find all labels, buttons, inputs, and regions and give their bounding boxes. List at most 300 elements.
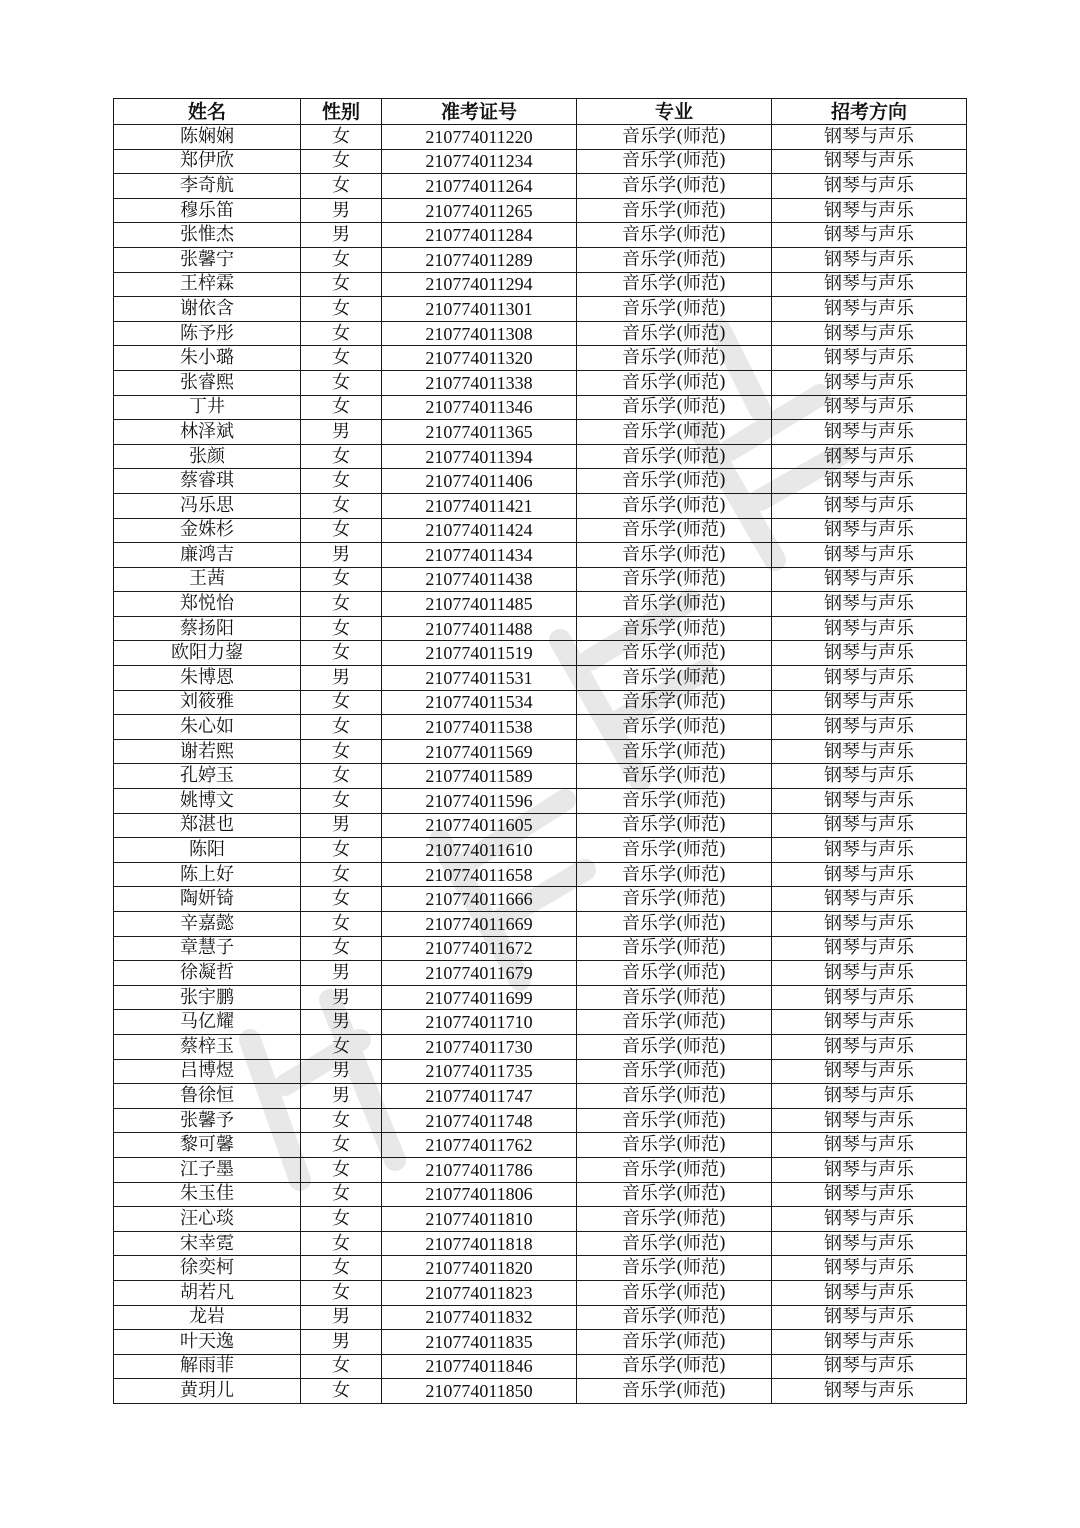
table-row [114,789,967,814]
table-row [114,370,967,395]
cell-major: 音乐学(师范) [577,936,772,961]
cell-gender: 女 [301,789,382,814]
cell-major: 音乐学(师范) [577,838,772,863]
table-row [114,395,967,420]
cell-gender: 女 [301,174,382,199]
cell-major: 音乐学(师范) [577,149,772,174]
cell-gender: 女 [301,125,382,150]
cell-name: 王茜 [114,567,301,592]
cell-gender: 女 [301,1354,382,1379]
cell-name: 王梓霖 [114,272,301,297]
table-row [114,1182,967,1207]
table-row [114,1354,967,1379]
table-row [114,739,967,764]
cell-name: 林泽斌 [114,420,301,445]
cell-exam-number: 210774011846 [382,1354,577,1379]
cell-gender: 男 [301,1305,382,1330]
cell-major: 音乐学(师范) [577,985,772,1010]
cell-direction: 钢琴与声乐 [772,321,967,346]
cell-direction: 钢琴与声乐 [772,420,967,445]
cell-gender: 女 [301,764,382,789]
cell-exam-number: 210774011666 [382,887,577,912]
table-row [114,1157,967,1182]
cell-name: 解雨菲 [114,1354,301,1379]
cell-name: 马亿耀 [114,1010,301,1035]
cell-name: 姚博文 [114,789,301,814]
cell-exam-number: 210774011610 [382,838,577,863]
cell-direction: 钢琴与声乐 [772,961,967,986]
cell-name: 张宇鹏 [114,985,301,1010]
cell-direction: 钢琴与声乐 [772,346,967,371]
cell-direction: 钢琴与声乐 [772,592,967,617]
cell-major: 音乐学(师范) [577,961,772,986]
cell-direction: 钢琴与声乐 [772,1231,967,1256]
cell-exam-number: 210774011786 [382,1157,577,1182]
cell-exam-number: 210774011406 [382,469,577,494]
table-row [114,174,967,199]
cell-direction: 钢琴与声乐 [772,247,967,272]
cell-gender: 男 [301,543,382,568]
cell-major: 音乐学(师范) [577,666,772,691]
cell-major: 音乐学(师范) [577,1231,772,1256]
cell-name: 穆乐笛 [114,198,301,223]
cell-direction: 钢琴与声乐 [772,1157,967,1182]
cell-gender: 女 [301,1157,382,1182]
cell-major: 音乐学(师范) [577,297,772,322]
cell-exam-number: 210774011485 [382,592,577,617]
cell-major: 音乐学(师范) [577,1207,772,1232]
cell-gender: 女 [301,862,382,887]
cell-major: 音乐学(师范) [577,1379,772,1404]
cell-name: 朱小璐 [114,346,301,371]
cell-major: 音乐学(师范) [577,518,772,543]
cell-major: 音乐学(师范) [577,370,772,395]
cell-major: 音乐学(师范) [577,247,772,272]
cell-major: 音乐学(师范) [577,1010,772,1035]
cell-direction: 钢琴与声乐 [772,1256,967,1281]
table-row [114,1059,967,1084]
cell-gender: 女 [301,1379,382,1404]
cell-gender: 女 [301,518,382,543]
cell-exam-number: 210774011699 [382,985,577,1010]
cell-exam-number: 210774011672 [382,936,577,961]
cell-exam-number: 210774011265 [382,198,577,223]
cell-exam-number: 210774011589 [382,764,577,789]
table-row [114,936,967,961]
cell-exam-number: 210774011806 [382,1182,577,1207]
header-direction: 招考方向 [772,99,967,125]
cell-major: 音乐学(师范) [577,616,772,641]
table-row [114,346,967,371]
cell-gender: 女 [301,444,382,469]
cell-major: 音乐学(师范) [577,1305,772,1330]
cell-exam-number: 210774011531 [382,666,577,691]
cell-exam-number: 210774011294 [382,272,577,297]
table-row [114,1034,967,1059]
cell-name: 陈娴娴 [114,125,301,150]
cell-gender: 女 [301,346,382,371]
cell-name: 蔡扬阳 [114,616,301,641]
table-row [114,1133,967,1158]
cell-direction: 钢琴与声乐 [772,985,967,1010]
cell-name: 刘筱雅 [114,690,301,715]
table-row [114,149,967,174]
cell-direction: 钢琴与声乐 [772,1182,967,1207]
cell-direction: 钢琴与声乐 [772,1305,967,1330]
cell-direction: 钢琴与声乐 [772,1354,967,1379]
cell-gender: 女 [301,395,382,420]
cell-name: 谢依含 [114,297,301,322]
table-row [114,567,967,592]
cell-direction: 钢琴与声乐 [772,149,967,174]
table-row [114,469,967,494]
table-row [114,1256,967,1281]
cell-major: 音乐学(师范) [577,198,772,223]
table-row [114,912,967,937]
cell-name: 黄玥儿 [114,1379,301,1404]
cell-exam-number: 210774011669 [382,912,577,937]
cell-direction: 钢琴与声乐 [772,1330,967,1355]
table-row [114,297,967,322]
cell-direction: 钢琴与声乐 [772,370,967,395]
cell-gender: 女 [301,1133,382,1158]
cell-gender: 女 [301,272,382,297]
table-row [114,838,967,863]
cell-exam-number: 210774011823 [382,1280,577,1305]
cell-exam-number: 210774011534 [382,690,577,715]
cell-major: 音乐学(师范) [577,346,772,371]
cell-direction: 钢琴与声乐 [772,567,967,592]
cell-direction: 钢琴与声乐 [772,789,967,814]
cell-gender: 女 [301,1207,382,1232]
cell-gender: 女 [301,1034,382,1059]
cell-direction: 钢琴与声乐 [772,493,967,518]
cell-direction: 钢琴与声乐 [772,1207,967,1232]
cell-direction: 钢琴与声乐 [772,912,967,937]
table-row [114,493,967,518]
cell-direction: 钢琴与声乐 [772,813,967,838]
cell-name: 叶天逸 [114,1330,301,1355]
cell-major: 音乐学(师范) [577,125,772,150]
cell-exam-number: 210774011365 [382,420,577,445]
cell-direction: 钢琴与声乐 [772,641,967,666]
cell-major: 音乐学(师范) [577,395,772,420]
cell-direction: 钢琴与声乐 [772,1059,967,1084]
cell-direction: 钢琴与声乐 [772,543,967,568]
cell-name: 张睿熙 [114,370,301,395]
cell-major: 音乐学(师范) [577,862,772,887]
cell-gender: 男 [301,985,382,1010]
cell-gender: 男 [301,198,382,223]
cell-exam-number: 210774011710 [382,1010,577,1035]
cell-gender: 女 [301,690,382,715]
table-row [114,125,967,150]
cell-gender: 男 [301,961,382,986]
table-row [114,616,967,641]
cell-exam-number: 210774011538 [382,715,577,740]
cell-major: 音乐学(师范) [577,715,772,740]
cell-name: 孔婷玉 [114,764,301,789]
table-row [114,1305,967,1330]
table-row [114,887,967,912]
cell-exam-number: 210774011438 [382,567,577,592]
header-gender: 性别 [301,99,382,125]
cell-direction: 钢琴与声乐 [772,395,967,420]
cell-direction: 钢琴与声乐 [772,1108,967,1133]
cell-major: 音乐学(师范) [577,912,772,937]
cell-exam-number: 210774011762 [382,1133,577,1158]
cell-name: 陈阳 [114,838,301,863]
cell-name: 徐凝哲 [114,961,301,986]
table-row [114,1084,967,1109]
cell-exam-number: 210774011850 [382,1379,577,1404]
cell-name: 江子墨 [114,1157,301,1182]
cell-major: 音乐学(师范) [577,641,772,666]
cell-gender: 女 [301,936,382,961]
cell-name: 冯乐思 [114,493,301,518]
cell-exam-number: 210774011820 [382,1256,577,1281]
cell-exam-number: 210774011735 [382,1059,577,1084]
cell-major: 音乐学(师范) [577,1354,772,1379]
cell-name: 汪心琰 [114,1207,301,1232]
cell-direction: 钢琴与声乐 [772,666,967,691]
table-row [114,1280,967,1305]
cell-name: 朱心如 [114,715,301,740]
table-row [114,813,967,838]
cell-exam-number: 210774011346 [382,395,577,420]
cell-direction: 钢琴与声乐 [772,469,967,494]
cell-exam-number: 210774011569 [382,739,577,764]
cell-gender: 女 [301,616,382,641]
cell-gender: 女 [301,1280,382,1305]
cell-name: 张馨予 [114,1108,301,1133]
table-row [114,247,967,272]
cell-direction: 钢琴与声乐 [772,125,967,150]
header-exam-number: 准考证号 [382,99,577,125]
cell-direction: 钢琴与声乐 [772,297,967,322]
cell-name: 辛嘉懿 [114,912,301,937]
cell-name: 郑湛也 [114,813,301,838]
cell-name: 吕博煜 [114,1059,301,1084]
cell-exam-number: 210774011424 [382,518,577,543]
cell-name: 胡若凡 [114,1280,301,1305]
cell-direction: 钢琴与声乐 [772,198,967,223]
cell-major: 音乐学(师范) [577,739,772,764]
table-row [114,543,967,568]
cell-gender: 女 [301,1108,382,1133]
cell-name: 蔡睿琪 [114,469,301,494]
cell-exam-number: 210774011308 [382,321,577,346]
cell-exam-number: 210774011234 [382,149,577,174]
cell-gender: 女 [301,838,382,863]
cell-name: 张馨宁 [114,247,301,272]
cell-gender: 男 [301,420,382,445]
cell-gender: 女 [301,1182,382,1207]
admission-list-table [113,98,967,1404]
cell-name: 龙岩 [114,1305,301,1330]
cell-direction: 钢琴与声乐 [772,838,967,863]
cell-exam-number: 210774011301 [382,297,577,322]
cell-direction: 钢琴与声乐 [772,1010,967,1035]
cell-gender: 女 [301,1256,382,1281]
cell-gender: 男 [301,1330,382,1355]
cell-name: 李奇航 [114,174,301,199]
cell-gender: 女 [301,321,382,346]
cell-exam-number: 210774011264 [382,174,577,199]
cell-gender: 女 [301,469,382,494]
cell-name: 张惟杰 [114,223,301,248]
cell-exam-number: 210774011289 [382,247,577,272]
cell-exam-number: 210774011679 [382,961,577,986]
cell-major: 音乐学(师范) [577,567,772,592]
cell-name: 蔡梓玉 [114,1034,301,1059]
table-row [114,420,967,445]
cell-exam-number: 210774011810 [382,1207,577,1232]
cell-major: 音乐学(师范) [577,1157,772,1182]
header-major: 专业 [577,99,772,125]
cell-gender: 女 [301,149,382,174]
table-row [114,1207,967,1232]
table-row [114,666,967,691]
cell-exam-number: 210774011835 [382,1330,577,1355]
cell-major: 音乐学(师范) [577,1084,772,1109]
cell-major: 音乐学(师范) [577,1133,772,1158]
cell-major: 音乐学(师范) [577,223,772,248]
cell-exam-number: 210774011519 [382,641,577,666]
cell-gender: 男 [301,223,382,248]
cell-major: 音乐学(师范) [577,1256,772,1281]
cell-major: 音乐学(师范) [577,321,772,346]
cell-name: 宋幸霓 [114,1231,301,1256]
cell-major: 音乐学(师范) [577,1330,772,1355]
cell-major: 音乐学(师范) [577,420,772,445]
table-row [114,641,967,666]
table-row [114,1010,967,1035]
cell-name: 朱博恩 [114,666,301,691]
table-row [114,985,967,1010]
table-header-row [114,99,967,125]
cell-direction: 钢琴与声乐 [772,1280,967,1305]
cell-gender: 女 [301,912,382,937]
cell-major: 音乐学(师范) [577,1059,772,1084]
cell-direction: 钢琴与声乐 [772,690,967,715]
cell-name: 徐奕柯 [114,1256,301,1281]
cell-direction: 钢琴与声乐 [772,1084,967,1109]
table-row [114,862,967,887]
cell-direction: 钢琴与声乐 [772,1379,967,1404]
cell-exam-number: 210774011818 [382,1231,577,1256]
cell-direction: 钢琴与声乐 [772,739,967,764]
cell-gender: 女 [301,715,382,740]
cell-exam-number: 210774011394 [382,444,577,469]
cell-gender: 女 [301,247,382,272]
cell-exam-number: 210774011596 [382,789,577,814]
cell-direction: 钢琴与声乐 [772,1133,967,1158]
cell-direction: 钢琴与声乐 [772,223,967,248]
cell-major: 音乐学(师范) [577,690,772,715]
cell-exam-number: 210774011605 [382,813,577,838]
cell-name: 郑伊欣 [114,149,301,174]
table-row [114,272,967,297]
cell-exam-number: 210774011320 [382,346,577,371]
table-row [114,1108,967,1133]
cell-exam-number: 210774011434 [382,543,577,568]
cell-gender: 女 [301,887,382,912]
table-row [114,321,967,346]
cell-direction: 钢琴与声乐 [772,518,967,543]
cell-name: 张颜 [114,444,301,469]
header-name: 姓名 [114,99,301,125]
cell-name: 黎可馨 [114,1133,301,1158]
cell-gender: 男 [301,1059,382,1084]
cell-gender: 女 [301,493,382,518]
cell-direction: 钢琴与声乐 [772,936,967,961]
cell-exam-number: 210774011421 [382,493,577,518]
cell-direction: 钢琴与声乐 [772,174,967,199]
cell-direction: 钢琴与声乐 [772,887,967,912]
cell-gender: 女 [301,297,382,322]
table-row [114,444,967,469]
table-row [114,961,967,986]
cell-major: 音乐学(师范) [577,543,772,568]
cell-direction: 钢琴与声乐 [772,1034,967,1059]
cell-exam-number: 210774011284 [382,223,577,248]
cell-major: 音乐学(师范) [577,1108,772,1133]
cell-exam-number: 210774011488 [382,616,577,641]
cell-major: 音乐学(师范) [577,1280,772,1305]
cell-direction: 钢琴与声乐 [772,272,967,297]
cell-name: 丁井 [114,395,301,420]
cell-exam-number: 210774011747 [382,1084,577,1109]
cell-gender: 女 [301,567,382,592]
cell-name: 欧阳力鋆 [114,641,301,666]
cell-major: 音乐学(师范) [577,789,772,814]
cell-gender: 男 [301,666,382,691]
table-row [114,690,967,715]
table-row [114,715,967,740]
cell-gender: 男 [301,813,382,838]
cell-name: 谢若熙 [114,739,301,764]
cell-major: 音乐学(师范) [577,174,772,199]
cell-exam-number: 210774011220 [382,125,577,150]
cell-major: 音乐学(师范) [577,444,772,469]
table-row [114,198,967,223]
cell-direction: 钢琴与声乐 [772,616,967,641]
cell-exam-number: 210774011748 [382,1108,577,1133]
cell-gender: 女 [301,592,382,617]
cell-exam-number: 210774011658 [382,862,577,887]
cell-name: 章慧子 [114,936,301,961]
cell-name: 朱玉佳 [114,1182,301,1207]
cell-gender: 男 [301,1084,382,1109]
cell-major: 音乐学(师范) [577,1182,772,1207]
table-row [114,1379,967,1404]
cell-major: 音乐学(师范) [577,813,772,838]
cell-exam-number: 210774011832 [382,1305,577,1330]
cell-gender: 女 [301,739,382,764]
cell-gender: 女 [301,1231,382,1256]
table-row [114,518,967,543]
table-row [114,223,967,248]
cell-direction: 钢琴与声乐 [772,862,967,887]
cell-major: 音乐学(师范) [577,272,772,297]
cell-direction: 钢琴与声乐 [772,764,967,789]
cell-name: 陶妍锜 [114,887,301,912]
cell-name: 金姝杉 [114,518,301,543]
cell-major: 音乐学(师范) [577,469,772,494]
table-body [114,125,967,1404]
cell-direction: 钢琴与声乐 [772,444,967,469]
